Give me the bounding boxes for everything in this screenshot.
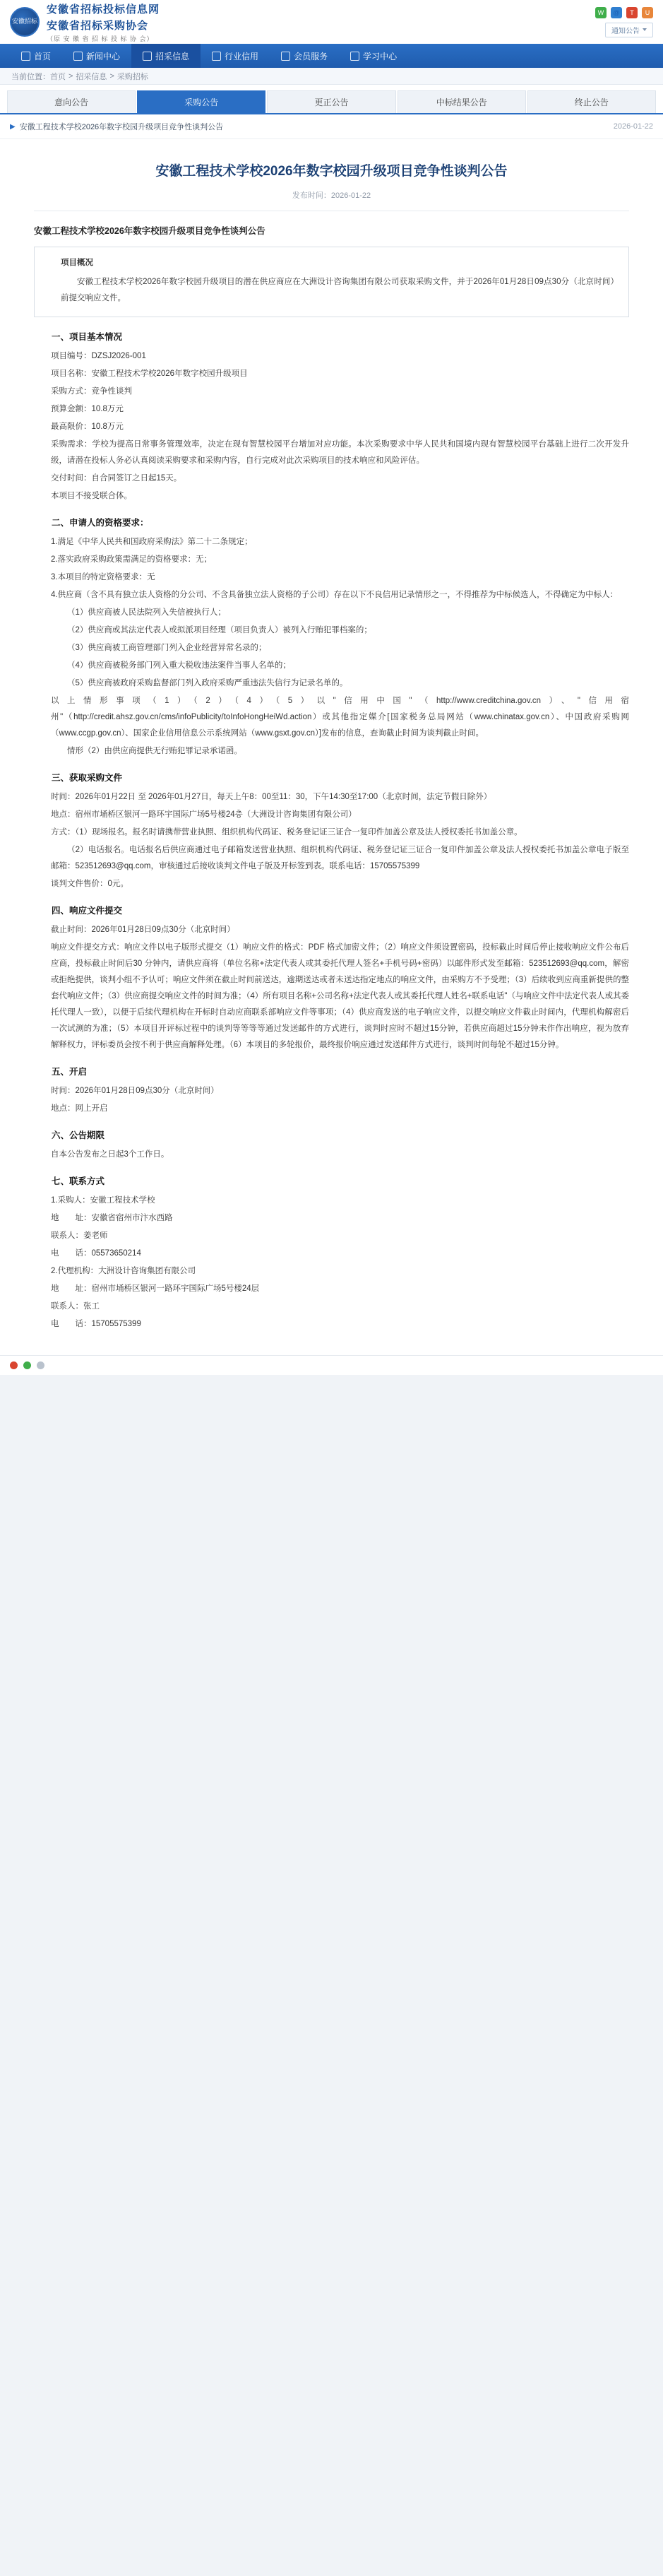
document-location: 地点：宿州市埇桥区银河一路环宇国际广场5号楼24층（大洲设计咨询集团有限公司） [51, 810, 357, 819]
notice-dropdown-label: 通知公告 [611, 27, 640, 35]
overview-body: 安徽工程技术学校2026年数字校园升级项目的潜在供应商应在大洲设计咨询集团有限公司获取采购文件，并于2026年01月28日09点30分（北京时间）前提交响应文件。 [61, 277, 619, 302]
delivery-time: 交付时间：自合同签订之日起15天。 [51, 473, 182, 483]
nav-label-study: 学习中心 [363, 51, 398, 61]
purchaser-phone: 电 话：05573650214 [51, 1248, 141, 1258]
tab-purchase-notice[interactable]: 采购公告 [137, 90, 265, 113]
submission-method: 响应文件提交方式：响应文件以电子版形式提交（1）响应文件的格式：PDF 格式加密文件；（2）响应文件须设置密码，投标截止时间后停止接收响应文件公布后应商，投标截止时间后30 分钟内，请供应商将（单位名称+法定代表人或其委托代理人签名+手机号码+密码）以邮件形式发至邮箱：523512693@qq.com，解密或拒绝提供，谈判小组不予认可；响应文件须在截止时间前送达，逾期送达或者未送达指定地点的响应文件，由采购方不予受理；（3）后续收到应商重新提供的整套代响应文件；（3）供应商提交响应文件的时间为准；（4）所有项目名称+公司名称+法定代表人或其委托代理人姓名+联系电话"（与响应文件中法定代表人或其委托代理人一致），以便于后续代理机构在开标时自动应商联系部响应文件等事项；（4）供应商发送的电子响应文件，以提交响应文件截止时间内，代理机构解密后一次试测的为准；（5）本项目开评标过程中的谈判等等等等通过发送邮件的方式进行，谈判时应时不超过15分钟，若供应商超过15分钟未作作出响应，视为放弃解释权力，评标委员会按不利于供应商解释处理。（6）本项目的多轮报价，最终报价响应通过发送邮件方式进行，谈判时间每轮不超过15分钟。 [51, 943, 630, 1049]
grey-dot-icon [37, 1361, 44, 1369]
user-icon[interactable]: U [642, 7, 653, 18]
project-number: 项目编号：DZSJ2026-001 [51, 351, 146, 360]
nav-label-member: 会员服务 [294, 51, 328, 61]
tab-intention-notice[interactable]: 意向公告 [7, 90, 136, 113]
section-heading-7: 七、联系方式 [52, 1176, 105, 1186]
announcement-period: 自本公告发布之日起3个工作日。 [51, 1150, 169, 1159]
publish-date: 发布时间：2026-01-22 [292, 191, 371, 200]
procurement-method: 采购方式：竞争性谈判 [51, 386, 132, 396]
overview-box [34, 247, 629, 317]
tab-result-notice[interactable]: 中标结果公告 [398, 90, 526, 113]
breadcrumb-item-0[interactable]: 首页 [50, 72, 66, 81]
opening-location: 地点：网上开启 [51, 1104, 108, 1113]
sub-tabs [0, 85, 663, 114]
nav-label-news: 新闻中心 [86, 51, 121, 61]
section-3-content [51, 789, 629, 892]
article-header-date: 2026-01-22 [613, 122, 653, 131]
section-heading-6: 六、公告期限 [52, 1130, 105, 1140]
chevron-right-icon: ▶ [10, 122, 16, 131]
chevron-down-icon [643, 28, 647, 31]
section-5-content [51, 1083, 629, 1117]
qualification-sub-1: （1）供应商被人民法院列入失信被执行人； [67, 608, 226, 617]
purchaser-contact: 联系人：姜老师 [51, 1231, 108, 1240]
procurement-requirements: 采购需求：学校为提高日常事务管理效率，决定在现有智慧校园平台增加对应功能。本次采购要求中华人民共和国境内现有智慧校园平台基础上进行二次开发升级，请潜在投标人务必认真阅读采购要求和采购内容，自行完成对此次采购项目的技术响应和风险评估。 [51, 439, 629, 465]
nav-item-home[interactable] [10, 44, 62, 68]
qualification-sub-5: （5）供应商被政府采购监督部门列入政府采购严重违法失信行为记录名单的。 [67, 678, 348, 687]
agency-phone: 电 话：15705575399 [51, 1319, 141, 1328]
bid-icon [143, 52, 152, 61]
site-name-line1: 安徽省招标投标信息网 [47, 3, 160, 16]
opening-time: 时间：2026年01月28日09点30分（北京时间） [51, 1086, 219, 1095]
wechat-icon[interactable]: W [595, 7, 607, 18]
bribery-commitment-note: 情形（2）由供应商提供无行贿犯罪记录承诺函。 [67, 746, 242, 755]
section-4-content [51, 922, 629, 1053]
section-heading-1: 一、项目基本情况 [52, 331, 123, 342]
article-header-row [0, 114, 663, 139]
credit-check-note: 以上情形事项（1）（2）（4）（5）以"信用中国"（http://www.creditchina.gov.cn）、"信用宿州"（http://credit.ahsz.gov.cn/cms/infoPublicity/toInfoHongHeiWd.action）或其他指定媒介[国家税务总局网站（www.chinatax.gov.cn）、中国政府采购网（www.ccgp.gov.cn）、国家企业信用信息公示系统网站（www.gsxt.gov.cn）]发布的信息，查询截止时间为谈判截止时间。 [51, 696, 629, 738]
document-subtitle: 安徽工程技术学校2026年数字校园升级项目竞争性谈判公告 [34, 226, 265, 236]
document-method-phone: （2）电话报名。电话报名后供应商通过电子邮箱发送营业执照、组织机构代码证、税务登记证三证合一复印件加盖公章及法人授权委托书加盖公章电子版至邮箱：523512693@qq.com，审核通过后接收谈判文件电子版及开标签到表。联系电话：15705575399 [51, 845, 629, 870]
max-price: 最高限价：10.8万元 [51, 422, 124, 431]
tab-termination-notice[interactable]: 终止公告 [527, 90, 656, 113]
nav-label-home: 首页 [34, 51, 52, 61]
breadcrumb-sep-0: > [68, 71, 73, 81]
credit-icon [212, 52, 221, 61]
breadcrumb-item-1[interactable]: 招采信息 [76, 72, 107, 81]
qualification-item-3: 3.本项目的特定资格要求：无 [51, 572, 155, 581]
nav-item-member[interactable] [270, 44, 339, 68]
agency-contact: 联系人：张工 [51, 1301, 100, 1311]
site-logo-text [47, 1, 160, 43]
qualification-sub-4: （4）供应商被税务部门列入重大税收违法案件当事人名单的； [67, 661, 291, 670]
page-title: 安徽工程技术学校2026年数字校园升级项目竞争性谈判公告 [155, 164, 508, 179]
section-heading-2: 二、申请人的资格要求： [52, 517, 149, 528]
article-header-title[interactable]: 安徽工程技术学校2026年数字校园升级项目竞争性谈判公告 [19, 123, 224, 131]
section-heading-4: 四、响应文件提交 [52, 905, 123, 916]
site-name-line3: （原 安 徽 省 招 标 投 标 协 会） [47, 35, 154, 42]
qualification-item-1: 1.满足《中华人民共和国政府采购法》第二十二条规定； [51, 537, 253, 546]
tab-correction-notice[interactable]: 更正公告 [267, 90, 395, 113]
nav-item-study[interactable] [339, 44, 408, 68]
site-name-line2: 安徽省招标采购协会 [47, 19, 149, 32]
section-6-content [51, 1147, 629, 1163]
site-logo [10, 7, 40, 37]
home-icon [21, 52, 30, 61]
red-dot-icon [10, 1361, 18, 1369]
section-heading-3: 三、获取采购文件 [52, 772, 123, 783]
mail-icon[interactable]: @ [611, 7, 622, 18]
section-2-content [51, 534, 629, 760]
consortium-note: 本项目不接受联合体。 [51, 491, 132, 500]
document-time: 时间：2026年01月22日 至 2026年01月27日，每天上午8：00至11：30，下午14:30至17:00（北京时间，法定节假日除外） [51, 792, 492, 801]
agency-address: 地 址：宿州市埇桥区银河一路环宇国际广场5号楼24层 [51, 1284, 260, 1293]
nav-label-credit: 行业信用 [225, 51, 259, 61]
agency-name: 2.代理机构：大洲设计咨询集团有限公司 [51, 1266, 196, 1275]
breadcrumb [0, 68, 663, 85]
study-icon [350, 52, 359, 61]
header-right [595, 7, 653, 37]
project-name: 项目名称：安徽工程技术学校2026年数字校园升级项目 [51, 369, 248, 378]
member-icon [281, 52, 290, 61]
budget-amount: 预算金额：10.8万元 [51, 404, 124, 413]
site-header [0, 0, 663, 44]
qualification-item-2: 2.落实政府采购政策需满足的资格要求：无； [51, 555, 213, 564]
news-icon [73, 52, 83, 61]
document-price: 谈判文件售价：0元。 [51, 879, 129, 888]
nav-item-bid[interactable] [131, 44, 201, 68]
document-method-onsite: 方式：（1）现场报名。报名时请携带营业执照、组织机构代码证、税务登记证三证合一复印件加盖公章及法人授权委托书加盖公章。 [51, 827, 522, 837]
overview-title: 项目概况 [61, 259, 93, 267]
breadcrumb-prefix: 当前位置： [11, 72, 50, 81]
footer-bar [0, 1355, 663, 1375]
section-1-content [51, 348, 629, 504]
purchaser-name: 1.采购人：安徽工程技术学校 [51, 1195, 155, 1205]
section-heading-5: 五、开启 [52, 1066, 88, 1077]
phone-icon[interactable]: T [626, 7, 638, 18]
green-dot-icon [23, 1361, 31, 1369]
nav-item-credit[interactable] [201, 44, 270, 68]
section-7-content [51, 1193, 629, 1333]
header-icon-row [595, 7, 653, 18]
logo-badge-text: 安徽招标 [11, 18, 37, 25]
nav-item-news[interactable] [62, 44, 131, 68]
qualification-sub-3: （3）供应商被工商管理部门列入企业经营异常名录的； [67, 643, 267, 652]
qualification-sub-2: （2）供应商或其法定代表人或拟派项目经理（项目负责人）被列入行贿犯罪档案的； [67, 625, 372, 634]
notice-dropdown[interactable] [605, 23, 653, 37]
breadcrumb-sep-1: > [109, 71, 114, 81]
article-body [0, 139, 663, 1355]
breadcrumb-item-2[interactable]: 采购招标 [117, 72, 148, 81]
main-nav [0, 44, 663, 68]
submission-deadline: 截止时间：2026年01月28日09点30分（北京时间） [51, 925, 235, 934]
purchaser-address: 地 址：安徽省宿州市汴水西路 [51, 1213, 173, 1222]
qualification-item-4: 4.供应商（含不具有独立法人资格的分公司、不含具备独立法人资格的子公司）存在以下不良信用记录情形之一，不得推荐为中标候选人，不得确定为中标人： [51, 590, 619, 599]
nav-label-bid: 招采信息 [155, 51, 190, 61]
